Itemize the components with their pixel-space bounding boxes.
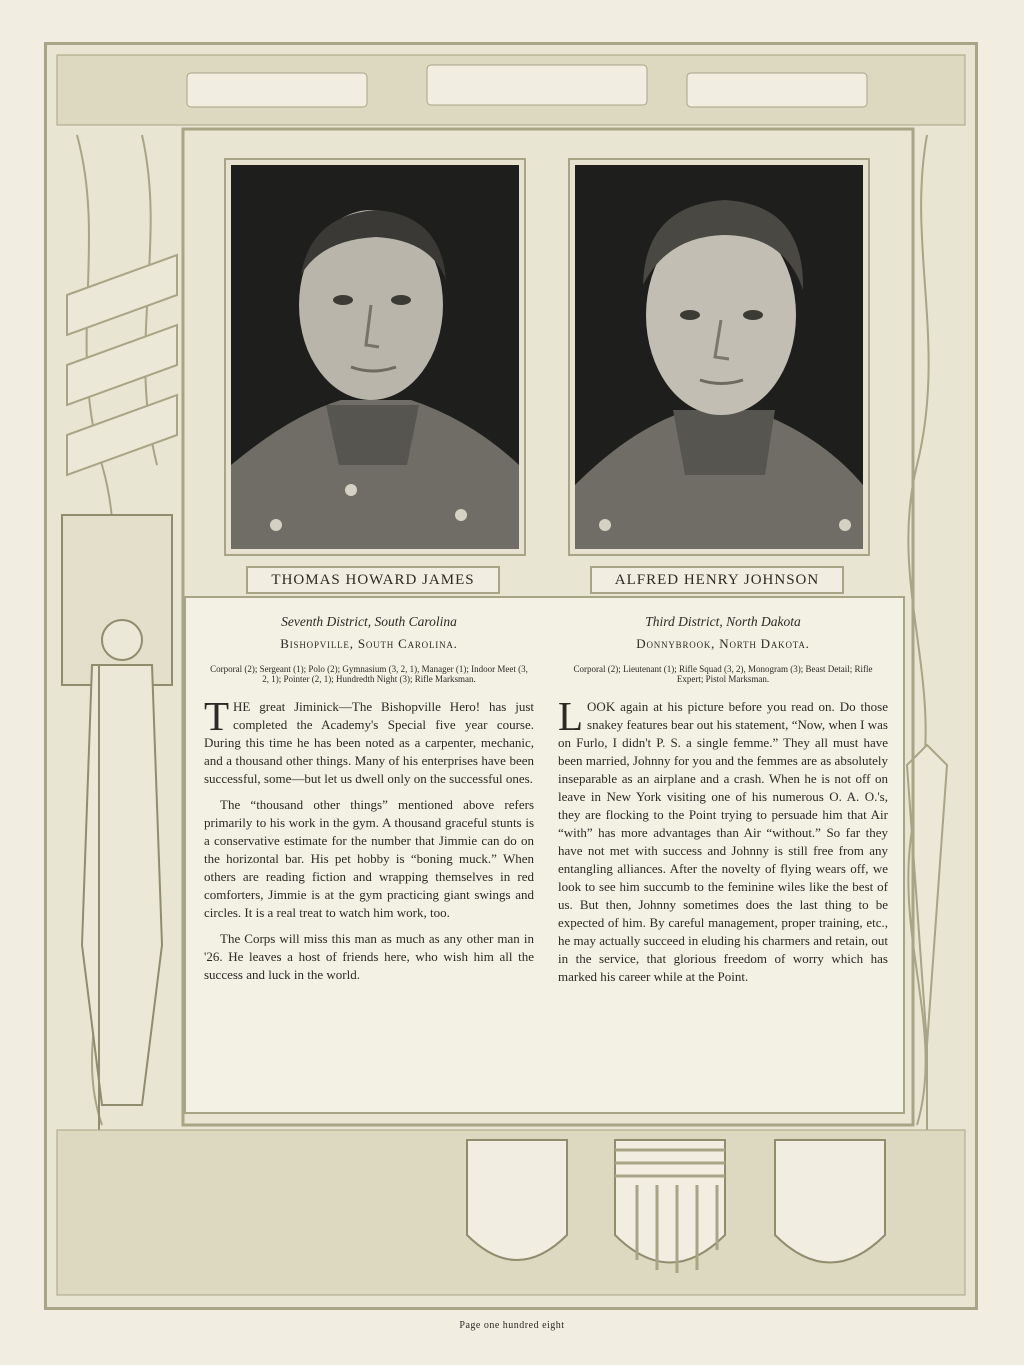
bio-paragraph-right-1 [558, 693, 888, 986]
cadet-name-right: ALFRED HENRY JOHNSON [590, 566, 844, 594]
service-record-left: Corporal (2); Sergeant (1); Polo (2); Gymnasium (3, 2, 1), Manager (1); Indoor Meet (3, 2, 1); Pointer (2, 1); Hundredth Night (3); Rifle Marksman. [210, 664, 528, 684]
biography-column-right [558, 612, 888, 994]
biography-column-left [204, 612, 534, 992]
portrait-photo-left [231, 165, 519, 549]
hometown-left: Bishopville, South Carolina. [280, 636, 458, 651]
bio-text-right-1: OOK again at his picture before you read on. Do those snakey features bear out his statement, “Now, when I was on Furlo, I didn't P. S. a single femme.” They all must have been married, Johnny for you and the femmes are as absolutely inseparable as an airplane and a crash. When he is not off on leave in New York visiting one of his numerous O. A. O.'s, they are flocking to the Point trying to persuade him that Air “with” has more advantages than Air “without.” So far they have not met with success and Johnny is still free from any entangling alliances. After the novelty of flying wears off, we look to see him succumb to the feminine wiles like the best of us. But then, Johnny sometimes does the last thing to be expected of him. By careful management, proper training, etc., he may actually succeed in eluding his charmers and retain, out in the service, that glorious freedom of worry which has marked his career while at the Point. [558, 699, 888, 984]
page-number: Page one hundred eight [459, 1320, 565, 1331]
district-left: Seventh District, South Carolina [281, 614, 457, 629]
bio-paragraph-left-1 [204, 693, 534, 788]
bio-text-left-1: HE great Jiminick—The Bishopville Hero! has just completed the Academy's Special five year course. During this time he has been noted as a carpenter, mechanic, and a thousand other things. Many of his enterprises have been successful, some—but let us dwell only on the successful ones. [204, 699, 534, 786]
bio-paragraph-left-3: The Corps will miss this man as much as any other man in '26. He leaves a host of friends here, who wish him all the success and luck in the world. [204, 931, 534, 982]
portrait-thomas-howard-james [231, 165, 519, 549]
service-record-right: Corporal (2); Lieutenant (1); Rifle Squad (3, 2), Monogram (3); Beast Detail; Rifle Expert; Pistol Marksman. [573, 664, 873, 684]
portrait-alfred-henry-johnson [575, 165, 863, 549]
dropcap-left: T [204, 693, 230, 739]
bio-paragraph-left-2: The “thousand other things” mentioned above refers primarily to his work in the gym. A thousand graceful stunts is a conservative estimate for the number that Jimmie can do on the horizontal bar. His pet hobby is “boning muck.” When others are reading fiction and wrapping themselves in red comforters, Jimmie is at the gym practicing giant swings and circles. It is a real treat to watch him work, too. [204, 797, 534, 920]
biography-panel [184, 596, 905, 1114]
cadet-name-left: THOMAS HOWARD JAMES [246, 566, 500, 594]
hometown-right: Donnybrook, North Dakota. [636, 636, 810, 651]
portrait-photo-right [575, 165, 863, 549]
district-right: Third District, North Dakota [645, 614, 801, 629]
dropcap-right: L [558, 693, 584, 739]
